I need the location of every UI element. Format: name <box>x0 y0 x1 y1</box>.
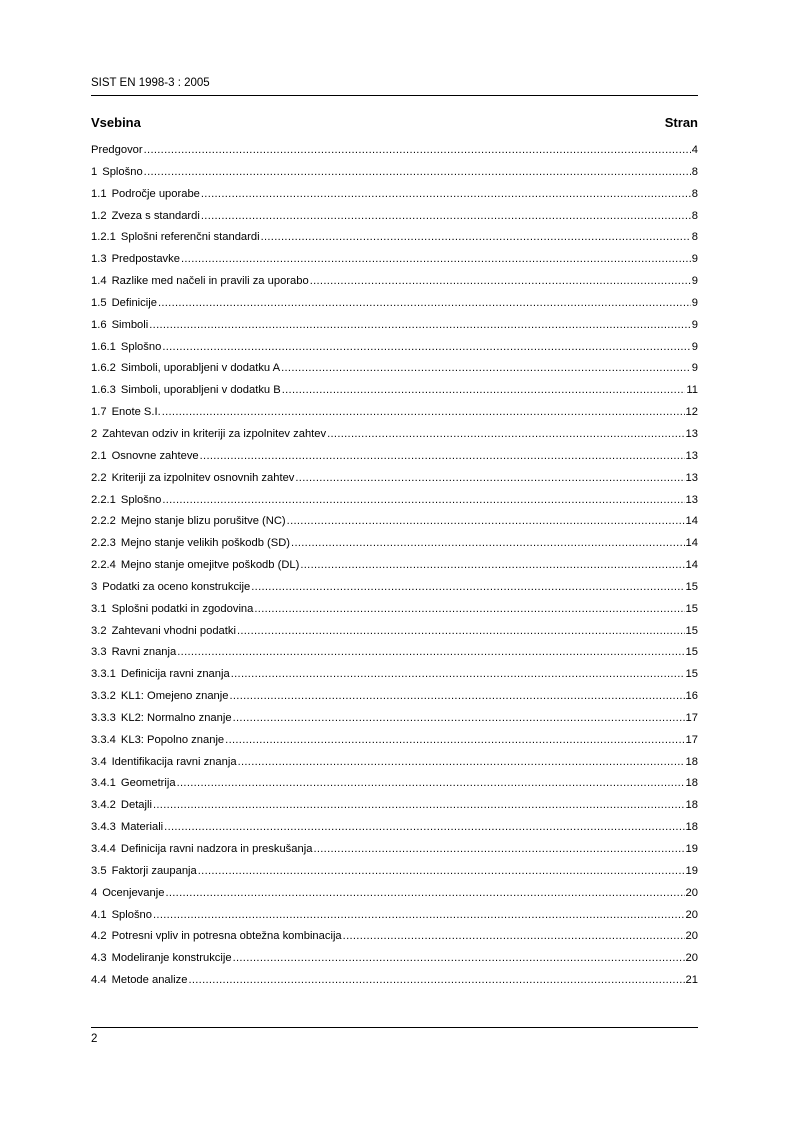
toc-entry-page: 20 <box>685 952 698 965</box>
toc-entry[interactable] <box>91 319 698 341</box>
toc-entry-title: Splošno <box>120 493 162 506</box>
toc-entry-page: 15 <box>685 668 698 681</box>
toc-entry[interactable] <box>91 887 698 909</box>
toc-entry-number: 2.2.3 <box>91 537 116 550</box>
toc-entry-page: 13 <box>685 493 698 506</box>
toc-entry[interactable] <box>91 406 698 428</box>
toc-entry-number: 3.3.4 <box>91 733 116 746</box>
toc-entry-number: 2.2 <box>91 471 107 484</box>
toc-entry-leader <box>198 865 685 877</box>
toc-entry-number: 1.7 <box>91 406 107 419</box>
toc-entry-page: 18 <box>685 799 698 812</box>
toc-entry-page: 21 <box>685 974 698 987</box>
toc-entry-page: 16 <box>685 690 698 703</box>
footer-rule <box>91 1027 698 1028</box>
toc-entry-title: Razlike med načeli in pravili za uporabo <box>111 275 309 288</box>
toc-list <box>91 144 698 996</box>
toc-entry-title: Definicije <box>111 296 157 309</box>
toc-entry[interactable] <box>91 515 698 537</box>
toc-entry-number: 2.2.4 <box>91 559 116 572</box>
toc-entry-page: 17 <box>685 711 698 724</box>
toc-entry[interactable] <box>91 690 698 712</box>
toc-entry-page: 15 <box>685 646 698 659</box>
toc-entry-page: 14 <box>685 537 698 550</box>
toc-entry-number: 2.2.1 <box>91 493 116 506</box>
toc-entry-title: Osnovne zahteve <box>111 449 199 462</box>
toc-entry-leader <box>231 668 685 680</box>
toc-entry-page: 9 <box>691 275 698 288</box>
toc-entry-leader <box>251 581 684 593</box>
toc-entry-leader <box>158 297 691 309</box>
toc-entry-number: 3.2 <box>91 624 107 637</box>
toc-entry-number: 1.3 <box>91 253 107 266</box>
toc-heading <box>91 115 698 130</box>
toc-entry-leader <box>164 821 684 833</box>
toc-entry-page: 19 <box>685 864 698 877</box>
toc-entry-title: Potresni vpliv in potresna obtežna kombinacija <box>111 930 342 943</box>
toc-entry[interactable] <box>91 756 698 778</box>
toc-entry-number: 1.6.3 <box>91 384 116 397</box>
toc-entry-page: 17 <box>685 733 698 746</box>
toc-entry-leader <box>201 210 691 222</box>
toc-entry[interactable] <box>91 799 698 821</box>
toc-entry-leader <box>144 144 691 156</box>
toc-entry-leader <box>201 188 691 200</box>
toc-entry[interactable] <box>91 450 698 472</box>
toc-entry-leader <box>144 166 691 178</box>
toc-entry-leader <box>181 253 691 265</box>
toc-entry-title: Metode analize <box>111 974 188 987</box>
toc-entry-leader <box>165 887 684 899</box>
toc-entry[interactable] <box>91 777 698 799</box>
toc-entry[interactable] <box>91 559 698 581</box>
toc-entry-number: 3.4 <box>91 755 107 768</box>
toc-entry-leader <box>238 756 685 768</box>
toc-entry-title: KL3: Popolno znanje <box>120 733 225 746</box>
toc-entry-title: Splošno <box>102 165 143 178</box>
toc-entry-title: Enote S.I. <box>111 406 161 419</box>
toc-entry-number: 3.4.1 <box>91 777 116 790</box>
toc-entry-title: Podatki za oceno konstrukcije <box>102 580 251 593</box>
toc-entry[interactable] <box>91 821 698 843</box>
toc-entry-title: Mejno stanje omejitve poškodb (DL) <box>120 559 300 572</box>
toc-entry-title: Splošno <box>120 340 162 353</box>
toc-entry-number: 4.3 <box>91 952 107 965</box>
toc-entry-title: Geometrija <box>120 777 176 790</box>
toc-entry-page: 20 <box>685 908 698 921</box>
toc-entry-number: 3.5 <box>91 864 107 877</box>
toc-entry-number: 3.4.2 <box>91 799 116 812</box>
toc-entry[interactable] <box>91 144 698 166</box>
toc-entry-title: Zahtevan odziv in kriteriji za izpolnitev zahtev <box>102 427 327 440</box>
toc-entry[interactable] <box>91 668 698 690</box>
toc-entry-number: 3 <box>91 580 98 593</box>
toc-entry[interactable] <box>91 930 698 952</box>
toc-entry-title: Kriteriji za izpolnitev osnovnih zahtev <box>111 471 295 484</box>
toc-entry-leader <box>188 974 684 986</box>
header-rule <box>91 95 698 96</box>
toc-entry-title: Zveza s standardi <box>111 209 200 222</box>
toc-entry-page: 14 <box>685 515 698 528</box>
toc-entry-title: KL2: Normalno znanje <box>120 711 232 724</box>
toc-entry-title: Definicija ravni nadzora in preskušanja <box>120 843 313 855</box>
toc-entry-title: Materiali <box>120 821 164 834</box>
toc-entry-page: 15 <box>685 580 698 593</box>
toc-entry-number: 4.4 <box>91 974 107 987</box>
toc-entry-number: 1.2 <box>91 209 107 222</box>
toc-entry-number: 4 <box>91 886 98 899</box>
toc-entry-leader <box>200 450 685 462</box>
toc-entry-number: 1.6 <box>91 318 107 331</box>
toc-entry-page: 15 <box>685 602 698 615</box>
toc-entry-leader <box>233 712 685 724</box>
toc-entry[interactable] <box>91 646 698 668</box>
toc-entry-page: 18 <box>685 755 698 768</box>
toc-entry-leader <box>313 843 684 855</box>
toc-entry-leader <box>282 384 686 396</box>
toc-entry-title: Simboli, uporabljeni v dodatku A <box>120 362 281 375</box>
toc-entry-page: 11 <box>686 384 698 397</box>
toc-entry-title: Ravni znanja <box>111 646 177 659</box>
toc-entry-number: 1.5 <box>91 296 107 309</box>
toc-entry-page: 13 <box>685 427 698 440</box>
toc-entry-number: 2 <box>91 427 98 440</box>
toc-entry-number: 3.3 <box>91 646 107 659</box>
toc-entry[interactable] <box>91 734 698 756</box>
toc-entry-title: Predgovor <box>91 144 143 156</box>
toc-entry-number: 3.4.4 <box>91 843 116 855</box>
toc-entry-page: 13 <box>685 449 698 462</box>
toc-entry[interactable] <box>91 603 698 625</box>
toc-entry[interactable] <box>91 188 698 210</box>
toc-entry[interactable] <box>91 952 698 974</box>
toc-entry-leader <box>153 799 685 811</box>
toc-entry-page: 15 <box>685 624 698 637</box>
toc-entry[interactable] <box>91 909 698 931</box>
toc-entry-title: Mejno stanje velikih poškodb (SD) <box>120 537 291 550</box>
toc-entry-page: 9 <box>691 253 698 266</box>
toc-entry[interactable] <box>91 472 698 494</box>
toc-entry[interactable] <box>91 428 698 450</box>
toc-entry-leader <box>162 341 690 353</box>
toc-entry[interactable] <box>91 865 698 887</box>
toc-entry-number: 1.1 <box>91 187 107 200</box>
toc-title: Vsebina <box>91 115 141 130</box>
toc-entry-leader <box>177 646 684 658</box>
toc-entry-page: 18 <box>685 777 698 790</box>
toc-entry-page: 9 <box>691 362 698 375</box>
toc-entry[interactable] <box>91 712 698 734</box>
toc-entry-leader <box>300 559 684 571</box>
toc-entry-title: Modeliranje konstrukcije <box>111 952 232 965</box>
toc-entry-leader <box>310 275 691 287</box>
toc-entry[interactable] <box>91 974 698 996</box>
toc-entry-number: 1 <box>91 165 98 178</box>
toc-entry-title: Ocenjevanje <box>102 886 165 899</box>
toc-entry[interactable] <box>91 384 698 406</box>
toc-entry-title: Splošni referenčni standardi <box>120 231 260 244</box>
toc-entry-page: 4 <box>691 144 698 156</box>
toc-entry-leader <box>261 231 691 243</box>
toc-entry-leader <box>237 625 685 637</box>
toc-entry[interactable] <box>91 341 698 363</box>
toc-entry-leader <box>291 537 685 549</box>
toc-entry-page: 12 <box>685 406 698 419</box>
toc-entry-title: Splošni podatki in zgodovina <box>111 602 254 615</box>
toc-entry-leader <box>343 930 685 942</box>
toc-entry-number: 3.4.3 <box>91 821 116 834</box>
toc-entry[interactable] <box>91 494 698 516</box>
toc-entry-title: Področje uporabe <box>111 187 200 200</box>
toc-entry-page: 8 <box>691 187 698 200</box>
toc-entry-title: Splošno <box>111 908 152 921</box>
toc-entry-leader <box>254 603 684 615</box>
toc-entry-page: 18 <box>685 821 698 834</box>
toc-entry[interactable] <box>91 231 698 253</box>
toc-page-label: Stran <box>664 115 698 130</box>
toc-entry-number: 4.2 <box>91 930 107 943</box>
toc-entry-leader <box>162 406 685 418</box>
toc-entry-title: Detajli <box>120 799 152 812</box>
toc-entry-number: 2.1 <box>91 449 107 462</box>
standard-header: SIST EN 1998-3 : 2005 <box>91 77 210 89</box>
toc-entry-number: 2.2.2 <box>91 515 116 528</box>
toc-entry-number: 1.6.2 <box>91 362 116 375</box>
toc-entry-title: Faktorji zaupanja <box>111 864 197 877</box>
toc-entry-title: Simboli <box>111 318 149 331</box>
toc-entry-page: 14 <box>685 559 698 572</box>
toc-entry-number: 3.1 <box>91 602 107 615</box>
toc-entry-title: KL1: Omejeno znanje <box>120 690 229 703</box>
toc-entry-leader <box>229 690 684 702</box>
toc-entry-number: 4.1 <box>91 908 107 921</box>
toc-entry[interactable] <box>91 297 698 319</box>
toc-entry-title: Identifikacija ravni znanja <box>111 755 237 768</box>
toc-entry-page: 8 <box>691 165 698 178</box>
toc-entry-title: Mejno stanje blizu porušitve (NC) <box>120 515 286 528</box>
toc-entry-page: 9 <box>691 296 698 309</box>
page-number: 2 <box>91 1033 98 1045</box>
toc-entry[interactable] <box>91 166 698 188</box>
toc-entry-number: 3.3.2 <box>91 690 116 703</box>
toc-entry[interactable] <box>91 537 698 559</box>
toc-entry[interactable] <box>91 581 698 603</box>
toc-entry[interactable] <box>91 275 698 297</box>
toc-entry-page: 9 <box>691 340 698 353</box>
toc-entry-leader <box>149 319 691 331</box>
toc-entry-leader <box>233 952 685 964</box>
toc-entry-title: Simboli, uporabljeni v dodatku B <box>120 384 281 397</box>
toc-entry-leader <box>153 909 685 921</box>
toc-entry-title: Definicija ravni znanja <box>120 668 230 681</box>
toc-entry-page: 20 <box>685 930 698 943</box>
toc-entry-number: 1.4 <box>91 275 107 288</box>
toc-entry-leader <box>295 472 684 484</box>
toc-entry[interactable] <box>91 362 698 384</box>
toc-entry-leader <box>162 494 684 506</box>
toc-entry[interactable] <box>91 210 698 232</box>
toc-entry-page: 20 <box>685 886 698 899</box>
toc-entry[interactable] <box>91 625 698 647</box>
toc-entry-title: Zahtevani vhodni podatki <box>111 624 236 637</box>
toc-entry-leader <box>281 362 691 374</box>
toc-entry-page: 8 <box>691 209 698 222</box>
toc-entry-page: 9 <box>691 318 698 331</box>
toc-entry-page: 8 <box>691 231 698 244</box>
toc-entry[interactable] <box>91 843 698 865</box>
toc-entry-number: 3.3.1 <box>91 668 116 681</box>
toc-entry-leader <box>287 515 685 527</box>
toc-entry-number: 1.6.1 <box>91 340 116 353</box>
toc-entry-leader <box>177 777 685 789</box>
toc-entry-number: 3.3.3 <box>91 711 116 724</box>
toc-entry-title: Predpostavke <box>111 253 180 266</box>
toc-entry[interactable] <box>91 253 698 275</box>
toc-entry-page: 13 <box>685 471 698 484</box>
toc-entry-page: 19 <box>685 843 698 855</box>
toc-entry-number: 1.2.1 <box>91 231 116 244</box>
toc-entry-leader <box>327 428 684 440</box>
toc-entry-leader <box>225 734 684 746</box>
